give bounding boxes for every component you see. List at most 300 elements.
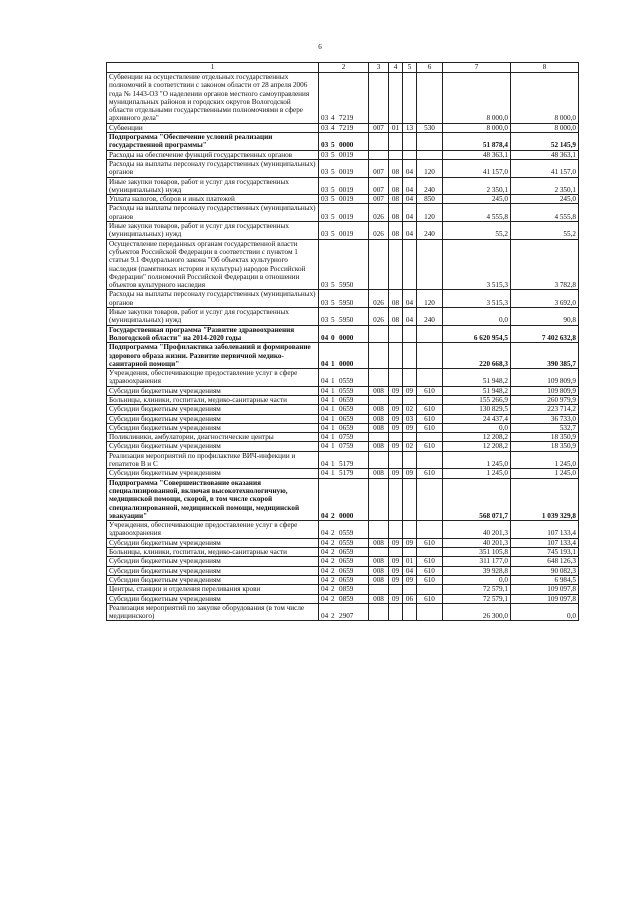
ministry-code-cell [369,343,389,369]
code-part: 04 [321,548,329,557]
code-part: 0759 [339,433,354,442]
subsection-code-cell: 04 [403,308,417,326]
code-part: 5 [331,281,335,290]
code-part: 1 [331,469,335,478]
amount-2015-cell: 3 515,3 [443,290,511,308]
amount-2016-cell: 109 097,8 [511,594,579,603]
target-code-cell [319,442,369,451]
target-code-cell [319,159,369,177]
code-part: 03 [321,195,329,204]
ministry-code-cell [369,478,389,520]
section-code-cell [389,239,403,290]
expense-type-cell [417,521,443,539]
table-row [107,308,579,326]
expense-type-cell: 120 [417,159,443,177]
target-code-cell [319,405,369,414]
row-name-cell: Осуществление переданных органам государственной власти субъектов Российской Федерации в соответствии с пунктом 1 статьи 9.1 Федерального закона "Об объектах культурного наследия (памятниках истории и культуры) народов Российской Федерации" полномочий Российской Федерации в отношении объектов культурного наследия [107,239,319,290]
amount-2015-cell: 3 515,3 [443,239,511,290]
expense-type-cell [417,73,443,124]
subsection-code-cell: 09 [403,538,417,547]
target-code-cell [319,469,369,478]
code-part: 0559 [339,386,354,395]
ministry-code-cell: 007 [369,159,389,177]
table-row [107,195,579,204]
expense-type-cell [417,150,443,159]
ministry-code-cell: 007 [369,195,389,204]
expense-type-cell [417,433,443,442]
column-header: 8 [511,63,579,73]
amount-2015-cell: 0,0 [443,575,511,584]
amount-2015-cell: 26 300,0 [443,603,511,621]
target-code-cell [319,548,369,557]
subsection-code-cell [403,325,417,343]
amount-2015-cell: 24 437,4 [443,414,511,423]
amount-2016-cell: 8 000,0 [511,73,579,124]
ministry-code-cell: 008 [369,414,389,423]
code-part: 5 [331,141,335,150]
amount-2016-cell: 745 193,1 [511,548,579,557]
target-code-cell [319,204,369,222]
code-part: 5 [331,316,335,325]
ministry-code-cell [369,433,389,442]
code-part: 5179 [339,469,354,478]
code-part: 0659 [339,423,354,432]
amount-2016-cell: 390 385,7 [511,343,579,369]
subsection-code-cell: 09 [403,423,417,432]
row-name-cell: Иные закупки товаров, работ и услуг для государственных (муниципальных) нужд [107,222,319,240]
code-part: 5950 [339,298,354,307]
code-part: 5 [331,230,335,239]
code-part: 03 [321,123,329,132]
table-row [107,538,579,547]
code-part: 1 [331,442,335,451]
row-name-cell: Подпрограмма "Совершенствование оказания специализированной, включая высокотехнологичную, медицинской помощи, скорой, в том числе скорой специализированной, медицинской помощи, медицинской эвакуации" [107,478,319,520]
ministry-code-cell [369,150,389,159]
amount-2015-cell: 39 928,8 [443,566,511,575]
section-code-cell: 08 [389,290,403,308]
table-row [107,395,579,404]
code-part: 0000 [339,511,354,520]
code-part: 0000 [339,333,354,342]
target-code-cell [319,308,369,326]
expense-type-cell [417,239,443,290]
code-part: 1 [331,395,335,404]
table-header-row [107,63,579,73]
expense-type-cell: 120 [417,290,443,308]
ministry-code-cell: 008 [369,566,389,575]
expense-type-cell: 610 [417,442,443,451]
ministry-code-cell: 008 [369,423,389,432]
amount-2016-cell: 245,0 [511,195,579,204]
target-code-cell [319,290,369,308]
row-name-cell: Подпрограмма "Обеспечение условий реализации государственной программы" [107,133,319,151]
amount-2016-cell: 648 126,3 [511,557,579,566]
code-part: 03 [321,185,329,194]
table-row [107,239,579,290]
section-code-cell: 08 [389,177,403,195]
ministry-code-cell [369,451,389,469]
table-row [107,204,579,222]
target-code-cell [319,423,369,432]
row-name-cell: Реализация мероприятий по профилактике ВИЧ-инфекции и гепатитов В и С [107,451,319,469]
target-code-cell [319,451,369,469]
amount-2016-cell: 55,2 [511,222,579,240]
expense-type-cell: 610 [417,594,443,603]
column-header: 6 [417,63,443,73]
code-part: 5 [331,168,335,177]
ministry-code-cell [369,239,389,290]
section-code-cell: 09 [389,414,403,423]
code-part: 0559 [339,377,354,386]
code-part: 2 [331,548,335,557]
code-part: 0659 [339,566,354,575]
amount-2015-cell: 6 620 954,5 [443,325,511,343]
code-part: 0 [331,333,335,342]
code-part: 04 [321,405,329,414]
row-name-cell: Государственная программа "Развитие здравоохранения Вологодской области" на 2014-2020 годы [107,325,319,343]
expense-type-cell: 530 [417,123,443,132]
code-part: 2 [331,538,335,547]
code-part: 5 [331,212,335,221]
code-part: 5179 [339,460,354,469]
expense-type-cell: 240 [417,177,443,195]
row-name-cell: Субсидии бюджетным учреждениям [107,442,319,451]
target-code-cell [319,386,369,395]
ministry-code-cell: 026 [369,308,389,326]
row-name-cell: Расходы на выплаты персоналу государственных (муниципальных) органов [107,159,319,177]
code-part: 0859 [339,585,354,594]
code-part: 04 [321,585,329,594]
code-part: 0659 [339,405,354,414]
target-code-cell [319,369,369,387]
table-row [107,325,579,343]
expense-type-cell [417,343,443,369]
subsection-code-cell: 01 [403,557,417,566]
ministry-code-cell: 026 [369,222,389,240]
table-row [107,222,579,240]
target-code-cell [319,222,369,240]
subsection-code-cell: 04 [403,159,417,177]
code-part: 04 [321,433,329,442]
target-code-cell [319,395,369,404]
code-part: 1 [331,386,335,395]
table-row [107,150,579,159]
expense-type-cell [417,451,443,469]
table-row [107,73,579,124]
amount-2016-cell: 109 809,9 [511,386,579,395]
code-part: 04 [321,566,329,575]
section-code-cell [389,585,403,594]
amount-2015-cell: 568 071,7 [443,478,511,520]
table-row [107,585,579,594]
ministry-code-cell: 008 [369,575,389,584]
row-name-cell: Иные закупки товаров, работ и услуг для государственных (муниципальных) нужд [107,177,319,195]
expense-type-cell [417,133,443,151]
column-header: 7 [443,63,511,73]
subsection-code-cell [403,343,417,369]
table-row [107,423,579,432]
table-row [107,575,579,584]
row-name-cell: Субсидии бюджетным учреждениям [107,414,319,423]
target-code-cell [319,73,369,124]
code-part: 5 [331,185,335,194]
code-part: 2 [331,594,335,603]
code-part: 04 [321,442,329,451]
row-name-cell: Подпрограмма "Профилактика заболеваний и формирование здорового образа жизни. Развитие первичной медико-санитарной помощи" [107,343,319,369]
section-code-cell [389,478,403,520]
code-part: 03 [321,230,329,239]
code-part: 0659 [339,395,354,404]
subsection-code-cell: 04 [403,222,417,240]
expense-type-cell [417,395,443,404]
expense-type-cell [417,603,443,621]
subsection-code-cell [403,369,417,387]
amount-2015-cell: 130 829,5 [443,405,511,414]
amount-2015-cell: 55,2 [443,222,511,240]
ministry-code-cell [369,585,389,594]
code-part: 03 [321,298,329,307]
code-part: 03 [321,212,329,221]
amount-2016-cell: 1 039 329,8 [511,478,579,520]
amount-2015-cell: 1 245,0 [443,469,511,478]
code-part: 04 [321,557,329,566]
section-code-cell: 09 [389,538,403,547]
section-code-cell [389,548,403,557]
subsection-code-cell [403,73,417,124]
subsection-code-cell [403,478,417,520]
column-header: 1 [107,63,319,73]
section-code-cell [389,343,403,369]
subsection-code-cell: 04 [403,290,417,308]
target-code-cell [319,195,369,204]
row-name-cell: Учреждения, обеспечивающие предоставление услуг в сфере здравоохранения [107,521,319,539]
row-name-cell: Учреждения, обеспечивающие предоставление услуг в сфере здравоохранения [107,369,319,387]
subsection-code-cell [403,150,417,159]
table-row [107,478,579,520]
code-part: 0019 [339,168,354,177]
amount-2016-cell: 18 350,9 [511,442,579,451]
amount-2016-cell: 18 350,9 [511,433,579,442]
table-row [107,451,579,469]
subsection-code-cell [403,548,417,557]
amount-2015-cell: 51 948,2 [443,369,511,387]
code-part: 0859 [339,594,354,603]
budget-table [106,62,579,621]
row-name-cell: Субсидии бюджетным учреждениям [107,469,319,478]
code-part: 0019 [339,150,354,159]
table-row [107,603,579,621]
amount-2015-cell: 4 555,8 [443,204,511,222]
code-part: 0019 [339,185,354,194]
code-part: 1 [331,405,335,414]
amount-2015-cell: 72 579,1 [443,585,511,594]
table-row [107,433,579,442]
section-code-cell: 08 [389,222,403,240]
row-name-cell: Поликлиники, амбулатории, диагностические центры [107,433,319,442]
code-part: 04 [321,538,329,547]
subsection-code-cell [403,521,417,539]
row-name-cell: Субсидии бюджетным учреждениям [107,566,319,575]
row-name-cell: Субвенции на осуществление отдельных государственных полномочий в соответствии с законом области от 28 апреля 2006 года № 1443-ОЗ "О наделении органов местного самоуправления муниципальных районов и городских округов Вологодской области отдельными государственными полномочиями в сфере архивного дела" [107,73,319,124]
code-part: 2 [331,529,335,538]
code-part: 04 [321,575,329,584]
code-part: 0659 [339,548,354,557]
target-code-cell [319,566,369,575]
amount-2016-cell: 109 097,8 [511,585,579,594]
code-part: 04 [321,529,329,538]
target-code-cell [319,603,369,621]
expense-type-cell: 610 [417,423,443,432]
amount-2016-cell: 0,0 [511,603,579,621]
code-part: 4 [331,123,335,132]
target-code-cell [319,343,369,369]
section-code-cell [389,150,403,159]
section-code-cell [389,369,403,387]
amount-2015-cell: 351 105,8 [443,548,511,557]
expense-type-cell [417,585,443,594]
code-part: 04 [321,395,329,404]
amount-2015-cell: 41 157,0 [443,159,511,177]
row-name-cell: Уплата налогов, сборов и иных платежей [107,195,319,204]
expense-type-cell: 240 [417,308,443,326]
ministry-code-cell [369,369,389,387]
section-code-cell [389,603,403,621]
ministry-code-cell: 026 [369,204,389,222]
subsection-code-cell: 04 [403,204,417,222]
amount-2015-cell: 51 948,2 [443,386,511,395]
subsection-code-cell: 02 [403,442,417,451]
code-part: 03 [321,168,329,177]
ministry-code-cell: 008 [369,557,389,566]
section-code-cell [389,133,403,151]
code-part: 0659 [339,414,354,423]
code-part: 0000 [339,359,354,368]
target-code-cell [319,585,369,594]
amount-2015-cell: 2 350,1 [443,177,511,195]
code-part: 04 [321,460,329,469]
target-code-cell [319,177,369,195]
code-part: 0019 [339,230,354,239]
subsection-code-cell: 02 [403,405,417,414]
row-name-cell: Иные закупки товаров, работ и услуг для государственных (муниципальных) нужд [107,308,319,326]
section-code-cell: 09 [389,557,403,566]
row-name-cell: Расходы на выплаты персоналу государственных (муниципальных) органов [107,290,319,308]
column-header: 5 [403,63,417,73]
ministry-code-cell [369,133,389,151]
ministry-code-cell [369,395,389,404]
table-row [107,133,579,151]
amount-2016-cell: 3 782,8 [511,239,579,290]
ministry-code-cell: 008 [369,538,389,547]
code-part: 2907 [339,612,354,621]
column-header: 2 [319,63,369,73]
amount-2016-cell: 109 809,9 [511,369,579,387]
amount-2015-cell: 0,0 [443,423,511,432]
ministry-code-cell: 008 [369,386,389,395]
section-code-cell: 08 [389,308,403,326]
subsection-code-cell: 03 [403,414,417,423]
section-code-cell [389,395,403,404]
code-part: 2 [331,612,335,621]
code-part: 7219 [339,123,354,132]
amount-2015-cell: 245,0 [443,195,511,204]
expense-type-cell: 610 [417,405,443,414]
row-name-cell: Больницы, клиники, госпитали, медико-санитарные части [107,395,319,404]
code-part: 1 [331,460,335,469]
section-code-cell: 09 [389,594,403,603]
code-part: 03 [321,316,329,325]
section-code-cell: 09 [389,386,403,395]
column-header: 4 [389,63,403,73]
section-code-cell [389,433,403,442]
code-part: 04 [321,386,329,395]
code-part: 04 [321,594,329,603]
row-name-cell: Субсидии бюджетным учреждениям [107,557,319,566]
table-row [107,594,579,603]
amount-2015-cell: 0,0 [443,308,511,326]
code-part: 1 [331,359,335,368]
amount-2016-cell: 48 363,1 [511,150,579,159]
row-name-cell: Субсидии бюджетным учреждениям [107,594,319,603]
amount-2016-cell: 90,8 [511,308,579,326]
section-code-cell: 08 [389,195,403,204]
code-part: 0559 [339,529,354,538]
subsection-code-cell: 06 [403,594,417,603]
ministry-code-cell [369,73,389,124]
amount-2015-cell: 8 000,0 [443,73,511,124]
amount-2015-cell: 40 201,3 [443,521,511,539]
amount-2015-cell: 12 208,2 [443,433,511,442]
subsection-code-cell [403,133,417,151]
amount-2016-cell: 41 157,0 [511,159,579,177]
amount-2015-cell: 220 668,3 [443,343,511,369]
code-part: 1 [331,423,335,432]
row-name-cell: Субвенции [107,123,319,132]
target-code-cell [319,150,369,159]
code-part: 0000 [339,141,354,150]
code-part: 1 [331,414,335,423]
code-part: 03 [321,114,329,123]
code-part: 0019 [339,212,354,221]
section-code-cell: 01 [389,123,403,132]
amount-2016-cell: 36 733,0 [511,414,579,423]
amount-2015-cell: 48 363,1 [443,150,511,159]
amount-2015-cell: 12 208,2 [443,442,511,451]
expense-type-cell [417,325,443,343]
code-part: 04 [321,511,329,520]
amount-2016-cell: 260 979,9 [511,395,579,404]
subsection-code-cell [403,433,417,442]
row-name-cell: Больницы, клиники, госпитали, медико-санитарные части [107,548,319,557]
expense-type-cell: 610 [417,575,443,584]
code-part: 2 [331,566,335,575]
amount-2016-cell: 223 714,2 [511,405,579,414]
row-name-cell: Субсидии бюджетным учреждениям [107,386,319,395]
expense-type-cell: 240 [417,222,443,240]
table-row [107,159,579,177]
table-row [107,290,579,308]
target-code-cell [319,478,369,520]
target-code-cell [319,557,369,566]
expense-type-cell: 850 [417,195,443,204]
target-code-cell [319,575,369,584]
code-part: 2 [331,557,335,566]
expense-type-cell: 610 [417,386,443,395]
amount-2015-cell: 155 266,9 [443,395,511,404]
expense-type-cell: 610 [417,469,443,478]
expense-type-cell [417,478,443,520]
ministry-code-cell [369,325,389,343]
